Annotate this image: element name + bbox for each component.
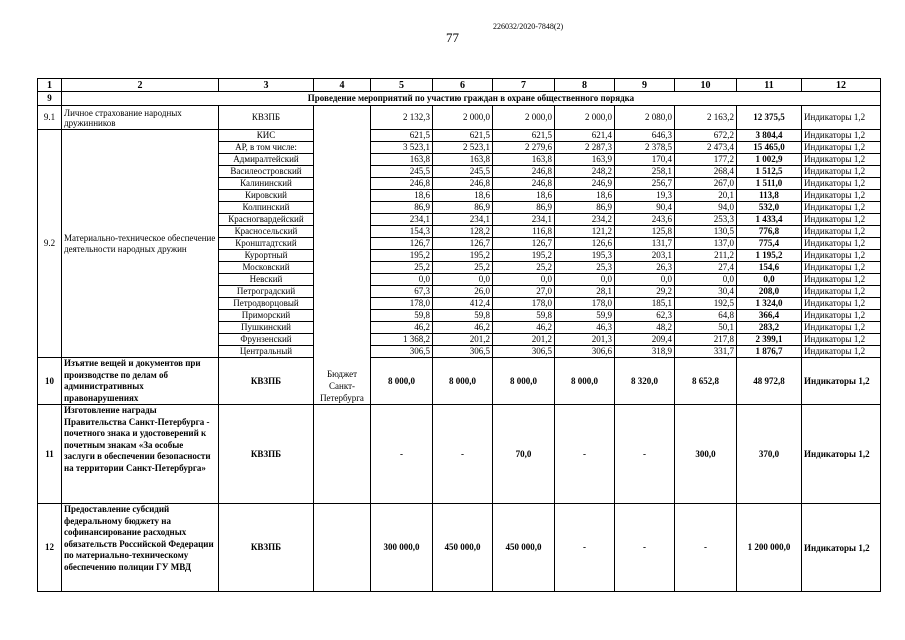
value-cell: 450 000,0 — [433, 504, 493, 592]
indicator-cell: Индикаторы 1,2 — [802, 130, 881, 142]
section-number: 9 — [38, 92, 62, 106]
value-cell: 126,6 — [555, 238, 615, 250]
value-cell: 621,5 — [433, 130, 493, 142]
funding-source: Бюджет Санкт-Петербурга — [314, 106, 371, 405]
value-cell: 195,2 — [371, 250, 433, 262]
value-cell: 268,4 — [675, 166, 737, 178]
value-cell: 128,2 — [433, 226, 493, 238]
row-number: 12 — [38, 504, 62, 592]
value-cell: - — [433, 405, 493, 504]
value-cell: 163,8 — [433, 154, 493, 166]
value-cell: 2 523,1 — [433, 142, 493, 154]
value-cell: 25,3 — [555, 262, 615, 274]
value-cell: 0,0 — [555, 274, 615, 286]
total-cell: 370,0 — [737, 405, 802, 504]
district-name: Центральный — [219, 346, 314, 358]
value-cell: 646,3 — [615, 130, 675, 142]
indicator-cell: Индикаторы 1,2 — [802, 106, 881, 130]
header-cell: 5 — [371, 79, 433, 92]
value-cell: 130,5 — [675, 226, 737, 238]
header-row — [38, 79, 881, 92]
value-cell: 25,2 — [371, 262, 433, 274]
value-cell: 18,6 — [433, 190, 493, 202]
total-cell: 1 876,7 — [737, 346, 802, 358]
value-cell: 246,8 — [371, 178, 433, 190]
value-cell: 0,0 — [675, 274, 737, 286]
value-cell: 621,5 — [493, 130, 555, 142]
indicator-cell: Индикаторы 1,2 — [802, 250, 881, 262]
header-cell: 4 — [314, 79, 371, 92]
value-cell: 18,6 — [555, 190, 615, 202]
total-cell: 1 200 000,0 — [737, 504, 802, 592]
district-name: Кронштадтский — [219, 238, 314, 250]
value-cell: 195,2 — [433, 250, 493, 262]
value-cell: 300 000,0 — [371, 504, 433, 592]
value-cell: 67,3 — [371, 286, 433, 298]
value-cell: 8 000,0 — [555, 358, 615, 405]
district-name: Красносельский — [219, 226, 314, 238]
value-cell: 192,5 — [675, 298, 737, 310]
value-cell: 94,0 — [675, 202, 737, 214]
indicator-cell: Индикаторы 1,2 — [802, 178, 881, 190]
value-cell: 86,9 — [433, 202, 493, 214]
section-row — [38, 92, 881, 106]
header-cell: 2 — [62, 79, 219, 92]
row-executor: КВЗПБ — [219, 358, 314, 405]
district-name: Петродворцовый — [219, 298, 314, 310]
value-cell: 178,0 — [555, 298, 615, 310]
value-cell: 3 523,1 — [371, 142, 433, 154]
total-cell: 776,8 — [737, 226, 802, 238]
value-cell: 18,6 — [371, 190, 433, 202]
value-cell: 234,2 — [555, 214, 615, 226]
value-cell: 8 652,8 — [675, 358, 737, 405]
total-cell: 1 195,2 — [737, 250, 802, 262]
indicator-cell: Индикаторы 1,2 — [802, 322, 881, 334]
district-name: Красногвардейский — [219, 214, 314, 226]
value-cell: 1 368,2 — [371, 334, 433, 346]
header-cell: 1 — [38, 79, 62, 92]
value-cell: 2 132,3 — [371, 106, 433, 130]
indicator-cell: Индикаторы 1,2 — [802, 298, 881, 310]
value-cell: 246,8 — [493, 178, 555, 190]
value-cell: 246,8 — [433, 178, 493, 190]
section-title: Проведение мероприятий по участию граждан в охране общественного порядка — [62, 92, 881, 106]
value-cell: 201,2 — [433, 334, 493, 346]
indicator-cell: Индикаторы 1,2 — [802, 405, 881, 504]
total-cell: 48 972,8 — [737, 358, 802, 405]
value-cell: 306,5 — [433, 346, 493, 358]
page-number: 77 — [446, 30, 459, 45]
value-cell: 27,4 — [675, 262, 737, 274]
value-cell: 25,2 — [493, 262, 555, 274]
value-cell: 246,9 — [555, 178, 615, 190]
value-cell: 86,9 — [371, 202, 433, 214]
value-cell: 126,7 — [371, 238, 433, 250]
value-cell: 8 320,0 — [615, 358, 675, 405]
value-cell: 201,3 — [555, 334, 615, 346]
value-cell: 90,4 — [615, 202, 675, 214]
row-number: 9.1 — [38, 106, 62, 130]
total-cell: 366,4 — [737, 310, 802, 322]
total-cell: 0,0 — [737, 274, 802, 286]
header-cell: 6 — [433, 79, 493, 92]
value-cell: 163,8 — [371, 154, 433, 166]
value-cell: - — [615, 504, 675, 592]
value-cell: 234,1 — [493, 214, 555, 226]
row-number: 9.2 — [38, 130, 62, 358]
value-cell: 201,2 — [493, 334, 555, 346]
value-cell: 217,8 — [675, 334, 737, 346]
header-cell: 7 — [493, 79, 555, 92]
value-cell: 131,7 — [615, 238, 675, 250]
value-cell: 121,2 — [555, 226, 615, 238]
header-cell: 9 — [615, 79, 675, 92]
row-name: Изъятие вещей и документов при производстве по делам об административных правонарушениях — [62, 358, 219, 405]
value-cell: - — [555, 504, 615, 592]
value-cell: 203,1 — [615, 250, 675, 262]
indicator-cell: Индикаторы 1,2 — [802, 262, 881, 274]
header-cell: 10 — [675, 79, 737, 92]
value-cell: 46,3 — [555, 322, 615, 334]
value-cell: 126,7 — [433, 238, 493, 250]
value-cell: 185,1 — [615, 298, 675, 310]
total-cell: 775,4 — [737, 238, 802, 250]
value-cell: 26,0 — [433, 286, 493, 298]
indicator-cell: Индикаторы 1,2 — [802, 358, 881, 405]
value-cell: 170,4 — [615, 154, 675, 166]
value-cell: 0,0 — [433, 274, 493, 286]
value-cell: - — [675, 504, 737, 592]
total-cell: 15 465,0 — [737, 142, 802, 154]
district-name: Кировский — [219, 190, 314, 202]
value-cell: 195,2 — [493, 250, 555, 262]
value-cell: 2 000,0 — [555, 106, 615, 130]
total-cell: 1 324,0 — [737, 298, 802, 310]
value-cell: 256,7 — [615, 178, 675, 190]
value-cell: 245,5 — [371, 166, 433, 178]
value-cell: 154,3 — [371, 226, 433, 238]
value-cell: 178,0 — [493, 298, 555, 310]
value-cell: 59,8 — [433, 310, 493, 322]
value-cell: 163,8 — [493, 154, 555, 166]
indicator-cell: Индикаторы 1,2 — [802, 238, 881, 250]
total-cell: 283,2 — [737, 322, 802, 334]
district-name: Колпинский — [219, 202, 314, 214]
value-cell: 243,6 — [615, 214, 675, 226]
value-cell: 300,0 — [675, 405, 737, 504]
value-cell: 20,1 — [675, 190, 737, 202]
value-cell: 64,8 — [675, 310, 737, 322]
empty-cell — [314, 504, 371, 592]
document-number: 226032/2020-7848(2) — [493, 22, 564, 31]
value-cell: 258,1 — [615, 166, 675, 178]
value-cell: 19,3 — [615, 190, 675, 202]
total-cell: 1 433,4 — [737, 214, 802, 226]
value-cell: - — [555, 405, 615, 504]
value-cell: 30,4 — [675, 286, 737, 298]
indicator-cell: Индикаторы 1,2 — [802, 214, 881, 226]
district-name: Приморский — [219, 310, 314, 322]
district-name: Невский — [219, 274, 314, 286]
value-cell: 621,5 — [371, 130, 433, 142]
value-cell: 59,8 — [371, 310, 433, 322]
row-name: Материально-техническое обеспечение деятельности народных дружин — [62, 130, 219, 358]
value-cell: 86,9 — [493, 202, 555, 214]
value-cell: 59,8 — [493, 310, 555, 322]
value-cell: 70,0 — [493, 405, 555, 504]
value-cell: 621,4 — [555, 130, 615, 142]
total-cell: 532,0 — [737, 202, 802, 214]
indicator-cell: Индикаторы 1,2 — [802, 334, 881, 346]
indicator-cell: Индикаторы 1,2 — [802, 202, 881, 214]
value-cell: 2 378,5 — [615, 142, 675, 154]
table-row — [38, 405, 881, 504]
value-cell: - — [371, 405, 433, 504]
indicator-cell: Индикаторы 1,2 — [802, 190, 881, 202]
value-cell: 46,2 — [371, 322, 433, 334]
value-cell: 2 163,2 — [675, 106, 737, 130]
value-cell: 306,5 — [371, 346, 433, 358]
row-executor: КВЗПБ — [219, 405, 314, 504]
value-cell: 18,6 — [493, 190, 555, 202]
table-row — [38, 130, 881, 142]
value-cell: 2 287,3 — [555, 142, 615, 154]
value-cell: 246,8 — [493, 166, 555, 178]
row-name: Личное страхование народных дружинников — [62, 106, 219, 130]
value-cell: 672,2 — [675, 130, 737, 142]
empty-cell — [314, 405, 371, 504]
value-cell: 46,2 — [433, 322, 493, 334]
value-cell: 234,1 — [371, 214, 433, 226]
indicator-cell: Индикаторы 1,2 — [802, 274, 881, 286]
value-cell: 331,7 — [675, 346, 737, 358]
total-cell: 1 002,9 — [737, 154, 802, 166]
total-cell: 3 804,4 — [737, 130, 802, 142]
row-executor: КВЗПБ — [219, 106, 314, 130]
value-cell: 306,5 — [493, 346, 555, 358]
value-cell: - — [615, 405, 675, 504]
indicator-cell: Индикаторы 1,2 — [802, 504, 881, 592]
value-cell: 2 000,0 — [433, 106, 493, 130]
value-cell: 50,1 — [675, 322, 737, 334]
indicator-cell: Индикаторы 1,2 — [802, 142, 881, 154]
district-name: Адмиралтейский — [219, 154, 314, 166]
total-cell: 208,0 — [737, 286, 802, 298]
district-name: Курортный — [219, 250, 314, 262]
program-table — [37, 78, 881, 592]
value-cell: 126,7 — [493, 238, 555, 250]
indicator-cell: Индикаторы 1,2 — [802, 226, 881, 238]
value-cell: 0,0 — [371, 274, 433, 286]
indicator-cell: Индикаторы 1,2 — [802, 346, 881, 358]
district-name: Пушкинский — [219, 322, 314, 334]
district-name: Фрунзенский — [219, 334, 314, 346]
value-cell: 46,2 — [493, 322, 555, 334]
value-cell: 86,9 — [555, 202, 615, 214]
district-name: Московский — [219, 262, 314, 274]
row-name: Предоставление субсидий федеральному бюджету на софинансирование расходных обязательств Российской Федерации по материально-техническому обеспечению полиции ГУ МВД — [62, 504, 219, 592]
value-cell: 2 080,0 — [615, 106, 675, 130]
value-cell: 450 000,0 — [493, 504, 555, 592]
header-cell: 12 — [802, 79, 881, 92]
table-row — [38, 106, 881, 130]
value-cell: 29,2 — [615, 286, 675, 298]
header-cell: 11 — [737, 79, 802, 92]
row-number: 10 — [38, 358, 62, 405]
table-row — [38, 358, 881, 405]
value-cell: 177,2 — [675, 154, 737, 166]
value-cell: 234,1 — [433, 214, 493, 226]
value-cell: 28,1 — [555, 286, 615, 298]
value-cell: 59,9 — [555, 310, 615, 322]
value-cell: 2 000,0 — [493, 106, 555, 130]
total-cell: 1 512,5 — [737, 166, 802, 178]
district-name: Петроградский — [219, 286, 314, 298]
district-name: Василеостровский — [219, 166, 314, 178]
value-cell: 48,2 — [615, 322, 675, 334]
value-cell: 253,3 — [675, 214, 737, 226]
indicator-cell: Индикаторы 1,2 — [802, 310, 881, 322]
value-cell: 116,8 — [493, 226, 555, 238]
row-number: 11 — [38, 405, 62, 504]
district-name: Калининский — [219, 178, 314, 190]
district-name: КИС — [219, 130, 314, 142]
value-cell: 178,0 — [371, 298, 433, 310]
value-cell: 26,3 — [615, 262, 675, 274]
district-name: АР, в том числе: — [219, 142, 314, 154]
total-cell: 12 375,5 — [737, 106, 802, 130]
value-cell: 8 000,0 — [371, 358, 433, 405]
header-cell: 3 — [219, 79, 314, 92]
header-cell: 8 — [555, 79, 615, 92]
value-cell: 2 473,4 — [675, 142, 737, 154]
value-cell: 306,6 — [555, 346, 615, 358]
value-cell: 8 000,0 — [493, 358, 555, 405]
value-cell: 163,9 — [555, 154, 615, 166]
value-cell: 0,0 — [615, 274, 675, 286]
total-cell: 1 511,0 — [737, 178, 802, 190]
value-cell: 209,4 — [615, 334, 675, 346]
value-cell: 211,2 — [675, 250, 737, 262]
value-cell: 0,0 — [493, 274, 555, 286]
value-cell: 267,0 — [675, 178, 737, 190]
indicator-cell: Индикаторы 1,2 — [802, 154, 881, 166]
total-cell: 154,6 — [737, 262, 802, 274]
value-cell: 248,2 — [555, 166, 615, 178]
value-cell: 8 000,0 — [433, 358, 493, 405]
value-cell: 412,4 — [433, 298, 493, 310]
value-cell: 125,8 — [615, 226, 675, 238]
value-cell: 2 279,6 — [493, 142, 555, 154]
indicator-cell: Индикаторы 1,2 — [802, 286, 881, 298]
total-cell: 2 399,1 — [737, 334, 802, 346]
indicator-cell: Индикаторы 1,2 — [802, 166, 881, 178]
total-cell: 113,8 — [737, 190, 802, 202]
table-row — [38, 504, 881, 592]
row-executor: КВЗПБ — [219, 504, 314, 592]
value-cell: 62,3 — [615, 310, 675, 322]
value-cell: 27,0 — [493, 286, 555, 298]
value-cell: 318,9 — [615, 346, 675, 358]
value-cell: 195,3 — [555, 250, 615, 262]
row-name: Изготовление награды Правительства Санкт-Петербурга - почетного знака и удостоверений к почетным знакам «За особые заслуги в обеспечении безопасности на территории Санкт-Петербурга» — [62, 405, 219, 504]
value-cell: 25,2 — [433, 262, 493, 274]
value-cell: 137,0 — [675, 238, 737, 250]
value-cell: 245,5 — [433, 166, 493, 178]
